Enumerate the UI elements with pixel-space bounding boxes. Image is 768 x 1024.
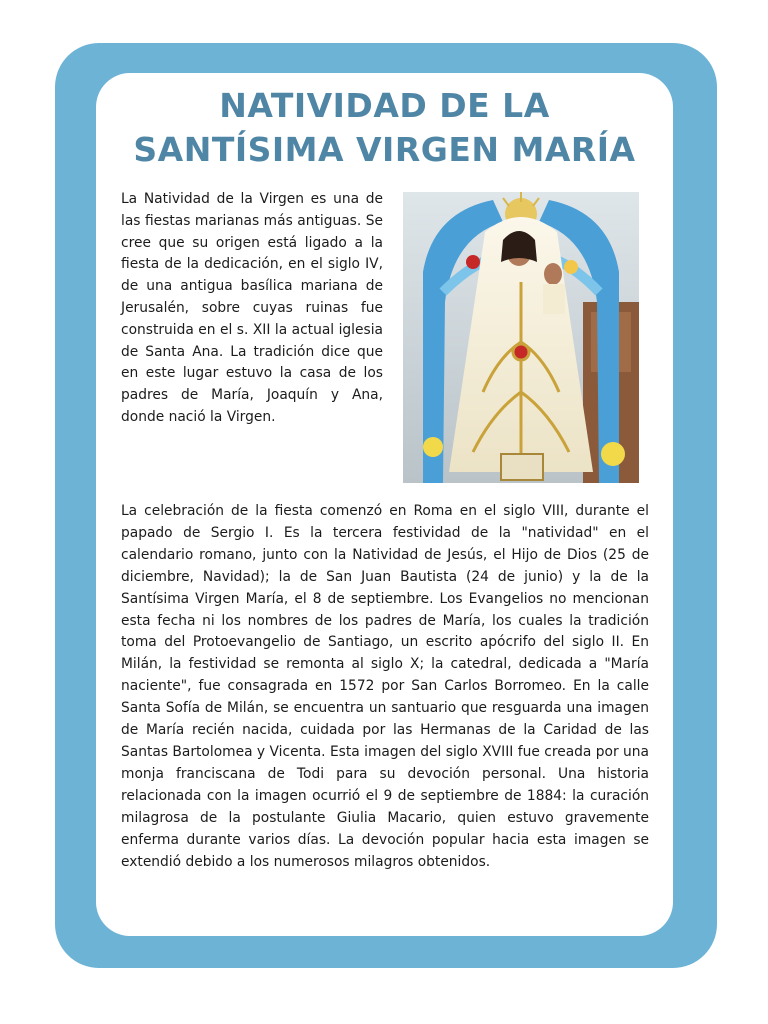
page-title: [96, 84, 673, 172]
title-line-2: SANTÍSIMA VIRGEN MARÍA: [133, 130, 636, 169]
intro-paragraph: La Natividad de la Virgen es una de las fiestas marianas más antiguas. Se cree que su origen está ligado a la fiesta de la dedicación, en el siglo IV, de una antigua basílica mariana de Jerusalén, sobre cuyas ruinas fue construida en el s. XII la actual iglesia de Santa Ana. La tradición dice que en este lugar estuvo la casa de los padres de María, Joaquín y Ana, donde nació la Virgen.: [121, 191, 383, 425]
virgin-mary-statue-photo: [403, 192, 639, 483]
body-paragraph: La celebración de la fiesta comenzó en Roma en el siglo VIII, durante el papado de Sergio I. Es la tercera festividad de la "natividad" en el calendario romano, junto con la Natividad de Jesús, el Hijo de Dios (25 de diciembre, Navidad); la de San Juan Bautista (24 de junio) y la de la Santísima Virgen María, el 8 de septiembre. Los Evangelios no mencionan esta fecha ni los nombres de los padres de María, los cuales la tradición toma del Protoevangelio de Santiago, un escrito apócrifo del siglo II. En Milán, la festividad se remonta al siglo X; la catedral, dedicada a "María naciente", fue consagrada en 1572 por San Carlos Borromeo. En la calle Santa Sofía de Milán, se encuentra un santuario que resguarda una imagen de María recién nacida, cuidada por las Hermanas de la Caridad de las Santas Bartolomea y Vicenta. Esta imagen del siglo XVIII fue creada por una monja franciscana de Todi para su devoción personal. Una historia relacionada con la imagen ocurrió el 9 de septiembre de 1884: la curación milagrosa de la postulante Giulia Macario, quien estuvo gravemente enferma durante varios días. La devoción popular hacia esta imagen se extendió debido a los numerosos milagros obtenidos.: [121, 503, 649, 870]
title-line-1: NATIVIDAD DE LA: [219, 86, 550, 125]
